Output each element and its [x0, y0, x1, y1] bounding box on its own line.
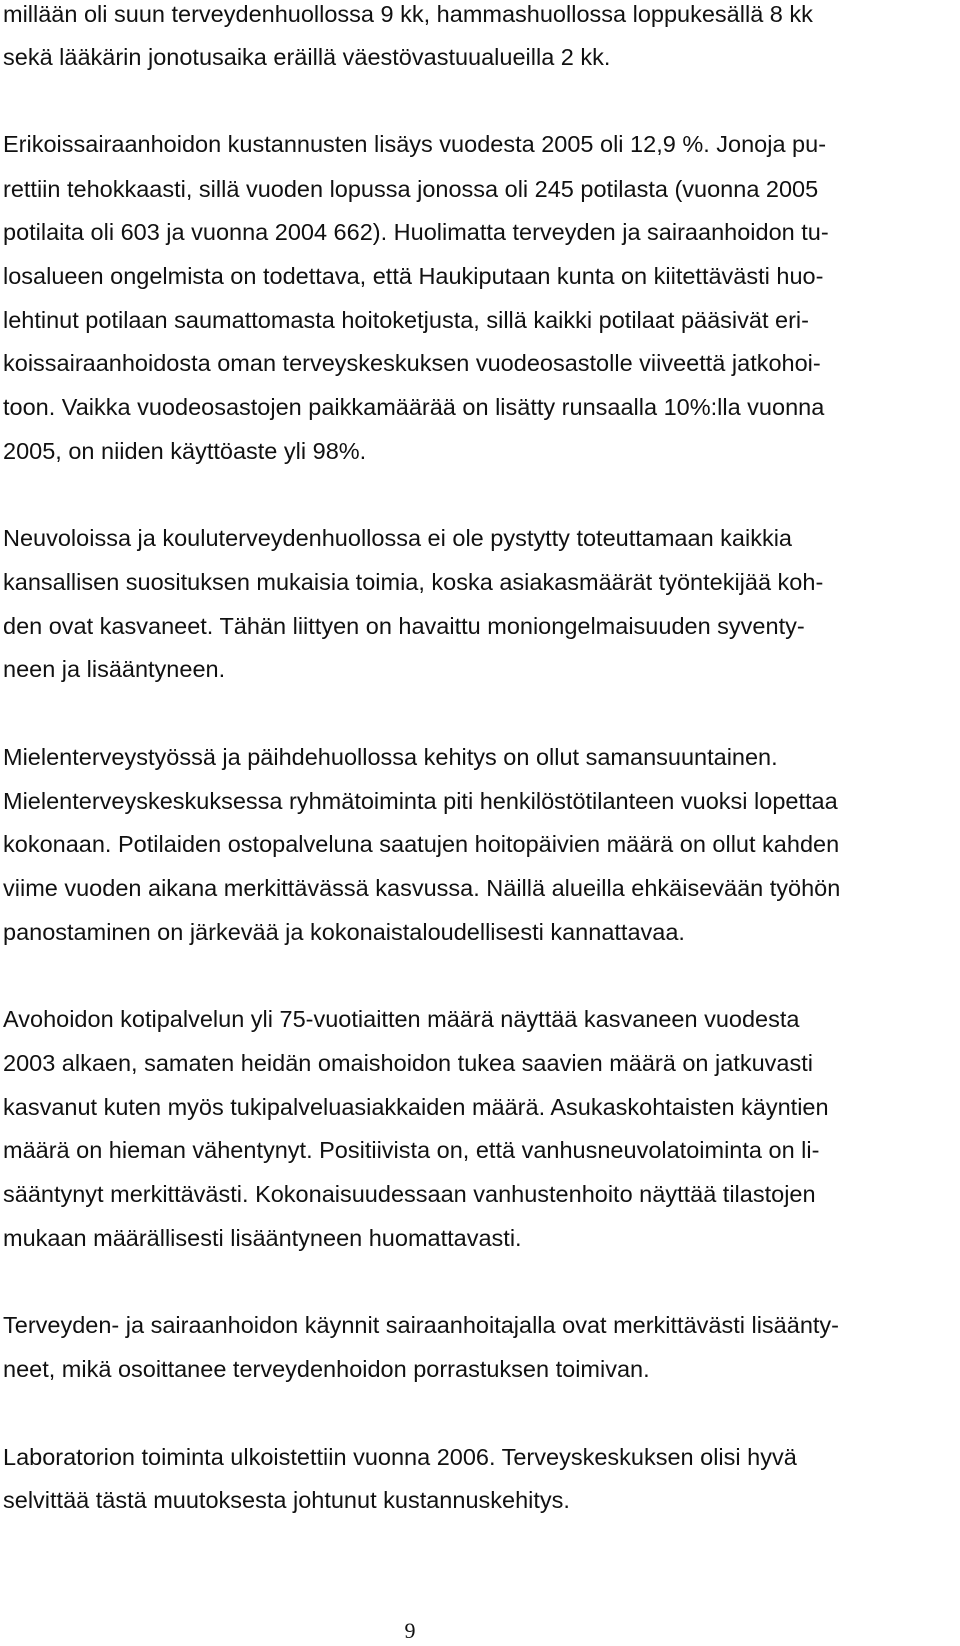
text-line: Avohoidon kotipalvelun yli 75-vuotiaitten määrä näyttää kasvaneen vuodesta [3, 1006, 800, 1032]
text-line: sekä lääkärin jonotusaika eräillä väestövastuualueilla 2 kk. [3, 44, 611, 70]
text-line: määrä on hieman vähentynyt. Positiivista on, että vanhusneuvolatoiminta on li- [3, 1137, 820, 1163]
text-line: neen ja lisääntyneen. [3, 656, 226, 682]
text-line: millään oli suun terveydenhuollossa 9 kk, hammashuollossa loppukesällä 8 kk [3, 1, 813, 27]
text-line: Terveyden- ja sairaanhoidon käynnit sairaanhoitajalla ovat merkittävästi lisäänty- [3, 1312, 839, 1338]
text-line: 2003 alkaen, samaten heidän omaishoidon tukea saavien määrä on jatkuvasti [3, 1050, 813, 1076]
text-line: selvittää tästä muutoksesta johtunut kustannuskehitys. [3, 1487, 570, 1513]
text-line: panostaminen on järkevää ja kokonaistaloudellisesti kannattavaa. [3, 919, 685, 945]
text-line: lehtinut potilaan saumattomasta hoitoketjusta, sillä kaikki potilaat pääsivät eri- [3, 307, 809, 333]
text-line: rettiin tehokkaasti, sillä vuoden lopussa jonossa oli 245 potilasta (vuonna 2005 [3, 176, 819, 202]
text-line: neet, mikä osoittanee terveydenhoidon porrastuksen toimivan. [3, 1356, 650, 1382]
page-number: 9 [404, 1618, 416, 1643]
text-line: Neuvoloissa ja kouluterveydenhuollossa ei ole pystytty toteuttamaan kaikkia [3, 525, 792, 551]
text-line: kokonaan. Potilaiden ostopalveluna saatujen hoitopäivien määrä on ollut kahden [3, 831, 840, 857]
text-line: 2005, on niiden käyttöaste yli 98%. [3, 438, 367, 464]
text-line: sääntynyt merkittävästi. Kokonaisuudessaan vanhustenhoito näyttää tilastojen [3, 1181, 816, 1207]
text-line: Mielenterveyskeskuksessa ryhmätoiminta piti henkilöstötilanteen vuoksi lopettaa [3, 788, 838, 814]
text-line: toon. Vaikka vuodeosastojen paikkamäärää on lisätty runsaalla 10%:lla vuonna [3, 394, 825, 420]
text-line: kasvanut kuten myös tukipalveluasiakkaiden määrä. Asukaskohtaisten käyntien [3, 1094, 829, 1120]
text-line: mukaan määrällisesti lisääntyneen huomattavasti. [3, 1225, 522, 1251]
text-line: viime vuoden aikana merkittävässä kasvussa. Näillä alueilla ehkäisevään työhön [3, 875, 841, 901]
text-line: Laboratorion toiminta ulkoistettiin vuonna 2006. Terveyskeskuksen olisi hyvä [3, 1444, 797, 1470]
text-line: Erikoissairaanhoidon kustannusten lisäys vuodesta 2005 oli 12,9 %. Jonoja pu- [3, 131, 827, 157]
text-line: kansallisen suosituksen mukaisia toimia, koska asiakasmäärät työntekijää koh- [3, 569, 824, 595]
text-line: Mielenterveystyössä ja päihdehuollossa kehitys on ollut samansuuntainen. [3, 744, 778, 770]
text-line: losalueen ongelmista on todettava, että Haukiputaan kunta on kiitettävästi huo- [3, 263, 824, 289]
text-line: koissairaanhoidosta oman terveyskeskuksen vuodeosastolle viiveettä jatkohoi- [3, 350, 821, 376]
text-line: den ovat kasvaneet. Tähän liittyen on havaittu moniongelmaisuuden syventy- [3, 613, 805, 639]
text-line: potilaita oli 603 ja vuonna 2004 662). Huolimatta terveyden ja sairaanhoidon tu- [3, 219, 829, 245]
